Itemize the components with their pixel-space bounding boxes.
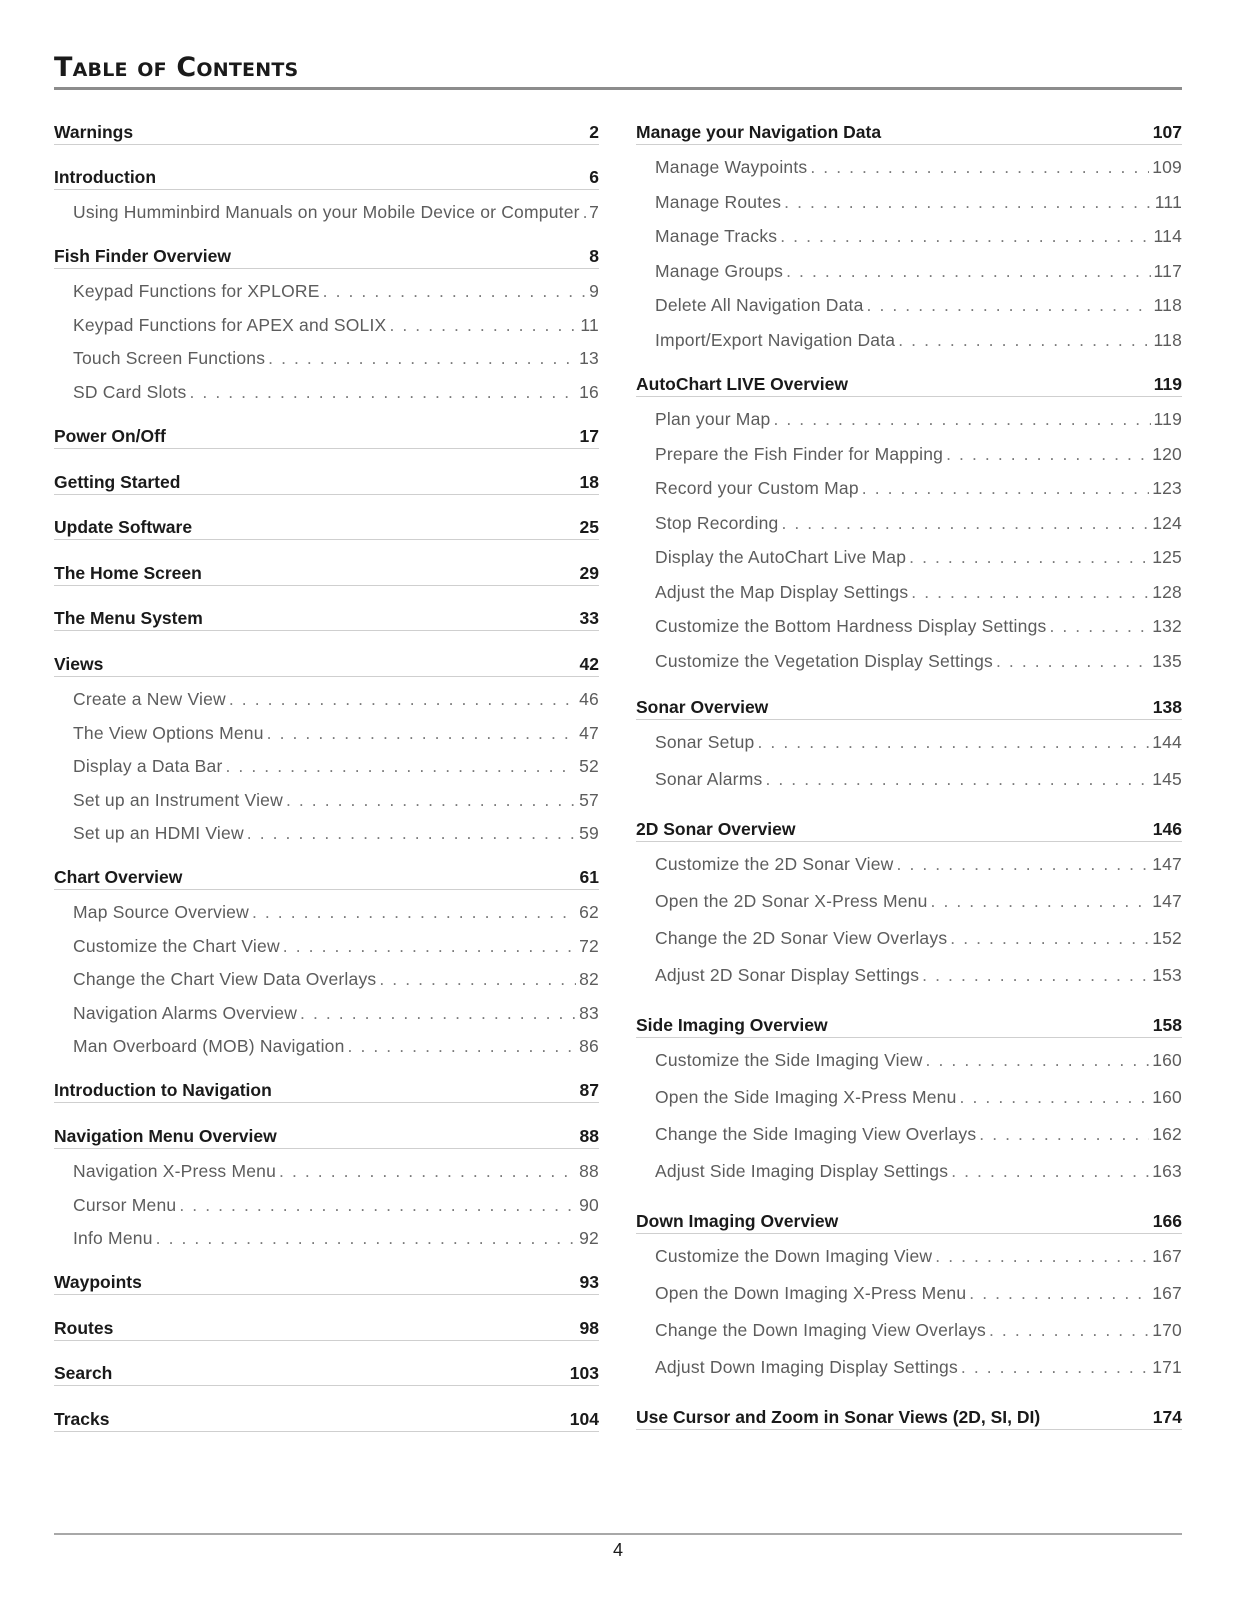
entry-page-number: 57 xyxy=(579,789,599,810)
toc-section-heading[interactable] xyxy=(54,516,599,540)
toc-entry[interactable] xyxy=(54,969,599,1003)
section-page-number: 166 xyxy=(1152,1211,1182,1231)
section-title: Update Software xyxy=(54,517,193,537)
toc-section-heading[interactable] xyxy=(54,471,599,495)
entry-title: Man Overboard (MOB) Navigation xyxy=(73,1036,345,1057)
dot-leader xyxy=(950,928,1149,949)
entry-title: Change the Down Imaging View Overlays xyxy=(655,1320,986,1340)
section-page-number: 107 xyxy=(1152,122,1182,142)
entry-page-number: 92 xyxy=(579,1228,599,1249)
toc-entry[interactable] xyxy=(636,616,1182,651)
dot-leader xyxy=(960,1087,1150,1108)
entry-page-number: 9 xyxy=(589,281,599,301)
toc-entry[interactable] xyxy=(54,823,599,857)
section-page-number: 61 xyxy=(579,867,599,887)
entry-title: Set up an HDMI View xyxy=(73,823,244,844)
entry-page-number: 120 xyxy=(1152,443,1182,464)
toc-section xyxy=(54,471,599,495)
entry-title: Delete All Navigation Data xyxy=(655,295,864,315)
entry-page-number: 83 xyxy=(579,1002,599,1023)
toc-entry[interactable] xyxy=(636,513,1182,548)
toc-entry[interactable] xyxy=(636,1283,1182,1320)
entry-page-number: 144 xyxy=(1152,732,1182,752)
toc-section xyxy=(54,1125,599,1262)
toc-section-heading[interactable] xyxy=(54,1125,599,1149)
toc-entry[interactable] xyxy=(636,769,1182,806)
toc-entry[interactable] xyxy=(636,547,1182,582)
dot-leader xyxy=(226,756,577,777)
toc-entry-list xyxy=(636,1050,1182,1198)
section-title: Use Cursor and Zoom in Sonar Views (2D, SI, DI) xyxy=(636,1407,1041,1427)
dot-leader xyxy=(286,790,576,811)
entry-title: Open the 2D Sonar X-Press Menu xyxy=(655,891,928,911)
section-title: Getting Started xyxy=(54,472,181,492)
dot-leader xyxy=(961,1357,1149,1378)
dot-leader xyxy=(951,1161,1149,1182)
section-title: Sonar Overview xyxy=(636,697,769,717)
entry-title: Record your Custom Map xyxy=(655,478,859,498)
toc-section-heading[interactable] xyxy=(636,1014,1182,1038)
section-title: Waypoints xyxy=(54,1272,142,1292)
entry-title: Sonar Setup xyxy=(655,732,755,752)
entry-page-number: 153 xyxy=(1152,965,1182,985)
section-page-number: 103 xyxy=(569,1363,599,1383)
dot-leader xyxy=(1049,616,1149,637)
section-title: Down Imaging Overview xyxy=(636,1211,839,1231)
dot-leader xyxy=(279,1161,576,1182)
toc-entry[interactable] xyxy=(54,756,599,790)
entry-page-number: 170 xyxy=(1152,1320,1182,1340)
toc-section-heading[interactable] xyxy=(54,166,599,190)
section-title: AutoChart LIVE Overview xyxy=(636,374,848,394)
toc-section-heading[interactable] xyxy=(54,245,599,269)
entry-title: Manage Routes xyxy=(655,191,782,212)
toc-section xyxy=(54,866,599,1070)
entry-title: SD Card Slots xyxy=(73,381,187,402)
entry-title: Manage Groups xyxy=(655,260,784,281)
toc-entry[interactable] xyxy=(636,1087,1182,1124)
entry-page-number: 135 xyxy=(1152,650,1182,671)
entry-title: Display the AutoChart Live Map xyxy=(655,547,907,567)
toc-entry[interactable] xyxy=(636,651,1182,686)
entry-page-number: 118 xyxy=(1153,329,1182,350)
entry-title: Stop Recording xyxy=(655,512,779,533)
section-title: Chart Overview xyxy=(54,867,183,887)
toc-entry[interactable] xyxy=(54,1161,599,1195)
toc-section xyxy=(54,1317,599,1341)
toc-entry-list xyxy=(636,854,1182,1002)
entry-page-number: 109 xyxy=(1152,157,1182,177)
dot-leader xyxy=(323,281,586,302)
section-page-number: 17 xyxy=(579,426,599,446)
dot-leader xyxy=(189,382,576,403)
toc-section-heading[interactable] xyxy=(636,121,1182,145)
entry-title: Change the Chart View Data Overlays xyxy=(73,969,377,990)
toc-entry[interactable] xyxy=(54,1195,599,1229)
entry-page-number: 163 xyxy=(1152,1161,1182,1181)
toc-entry-list xyxy=(636,1246,1182,1394)
dot-leader xyxy=(867,295,1151,316)
entry-page-number: 128 xyxy=(1152,581,1182,602)
entry-page-number: 147 xyxy=(1152,854,1182,874)
entry-title: Customize the 2D Sonar View xyxy=(655,854,894,874)
dot-leader xyxy=(862,478,1149,499)
entry-page-number: 11 xyxy=(580,314,599,335)
entry-page-number: 111 xyxy=(1154,191,1182,212)
section-page-number: 8 xyxy=(589,246,599,266)
entry-title: Customize the Side Imaging View xyxy=(655,1050,923,1070)
entry-page-number: 167 xyxy=(1152,1283,1182,1303)
toc-section-heading[interactable] xyxy=(54,562,599,586)
toc-section xyxy=(54,562,599,586)
dot-leader xyxy=(897,854,1150,875)
entry-page-number: 7 xyxy=(589,202,599,222)
section-page-number: 18 xyxy=(579,472,599,492)
entry-title: Navigation Alarms Overview xyxy=(73,1002,298,1023)
toc-entry-list xyxy=(54,1161,599,1262)
toc-entry[interactable] xyxy=(636,1124,1182,1161)
section-page-number: 87 xyxy=(579,1080,599,1100)
dot-leader xyxy=(784,192,1152,213)
section-page-number: 119 xyxy=(1153,374,1182,394)
dot-leader xyxy=(810,157,1149,178)
toc-section xyxy=(636,696,1182,806)
section-title: Warnings xyxy=(54,122,134,142)
dot-leader xyxy=(935,1246,1149,1267)
toc-entry[interactable] xyxy=(54,315,599,349)
toc-entry[interactable] xyxy=(54,382,599,416)
section-page-number: 42 xyxy=(579,654,599,674)
dot-leader xyxy=(969,1283,1149,1304)
entry-page-number: 114 xyxy=(1153,226,1182,246)
page-number: 4 xyxy=(612,1540,623,1560)
entry-title: Map Source Overview xyxy=(73,902,249,922)
dot-leader xyxy=(758,732,1150,753)
toc-entry-list xyxy=(54,202,599,236)
toc-section-heading[interactable] xyxy=(636,696,1182,720)
entry-page-number: 47 xyxy=(579,722,599,743)
section-page-number: 174 xyxy=(1152,1407,1182,1427)
entry-page-number: 13 xyxy=(579,348,599,369)
toc-entry[interactable] xyxy=(636,1246,1182,1283)
dot-leader xyxy=(780,226,1150,247)
toc-section xyxy=(54,245,599,415)
section-title: Navigation Menu Overview xyxy=(54,1126,277,1146)
toc-section-heading[interactable] xyxy=(636,1406,1182,1430)
entry-title: Manage Waypoints xyxy=(655,157,808,177)
entry-page-number: 59 xyxy=(579,823,599,844)
section-title: Search xyxy=(54,1363,113,1383)
toc-entry[interactable] xyxy=(54,902,599,936)
entry-title: Create a New View xyxy=(73,689,226,709)
toc-entry[interactable] xyxy=(636,157,1182,192)
dot-leader xyxy=(979,1124,1149,1145)
toc-entry[interactable] xyxy=(54,790,599,824)
entry-title: Info Menu xyxy=(73,1228,153,1249)
entry-page-number: 46 xyxy=(579,689,599,709)
dot-leader xyxy=(179,1195,576,1216)
title-divider xyxy=(54,87,1182,90)
entry-page-number: 147 xyxy=(1152,891,1182,911)
toc-entry[interactable] xyxy=(636,330,1182,365)
toc-section-heading[interactable] xyxy=(54,607,599,631)
dot-leader xyxy=(268,348,576,369)
toc-section-heading[interactable] xyxy=(54,1408,599,1432)
toc-entry[interactable] xyxy=(636,854,1182,891)
section-title: Views xyxy=(54,654,104,674)
section-title: Fish Finder Overview xyxy=(54,246,231,266)
toc-entry[interactable] xyxy=(636,261,1182,296)
section-title: Manage your Navigation Data xyxy=(636,122,882,142)
toc-entry[interactable] xyxy=(636,891,1182,928)
entry-page-number: 16 xyxy=(579,381,599,402)
entry-page-number: 160 xyxy=(1152,1050,1182,1070)
toc-entry[interactable] xyxy=(636,1161,1182,1198)
dot-leader xyxy=(926,1050,1150,1071)
toc-section xyxy=(636,1210,1182,1394)
entry-page-number: 52 xyxy=(579,756,599,777)
section-page-number: 2 xyxy=(589,122,599,142)
toc-entry-list xyxy=(636,409,1182,685)
entry-page-number: 125 xyxy=(1152,547,1182,567)
toc-entry[interactable] xyxy=(54,936,599,970)
toc-section xyxy=(54,1271,599,1295)
toc-section-heading[interactable] xyxy=(636,373,1182,397)
dot-leader xyxy=(300,1003,576,1024)
dot-leader xyxy=(583,202,586,223)
section-page-number: 98 xyxy=(579,1318,599,1338)
toc-section-heading[interactable] xyxy=(54,1362,599,1386)
section-title: The Menu System xyxy=(54,608,203,628)
toc-section xyxy=(636,121,1182,364)
entry-title: Display a Data Bar xyxy=(73,756,223,777)
toc-entry[interactable] xyxy=(636,928,1182,965)
dot-leader xyxy=(909,547,1149,568)
entry-title: Using Humminbird Manuals on your Mobile Device or Computer xyxy=(73,202,580,222)
toc-entry[interactable] xyxy=(54,202,599,236)
entry-title: Customize the Down Imaging View xyxy=(655,1246,933,1266)
toc-entry[interactable] xyxy=(636,1320,1182,1357)
section-page-number: 25 xyxy=(579,517,599,537)
toc-section xyxy=(54,1408,599,1432)
section-title: Side Imaging Overview xyxy=(636,1015,828,1035)
toc-section xyxy=(54,607,599,631)
entry-page-number: 123 xyxy=(1152,478,1182,498)
entry-title: Sonar Alarms xyxy=(655,769,763,789)
dot-leader xyxy=(786,261,1150,282)
entry-page-number: 82 xyxy=(579,969,599,990)
section-title: 2D Sonar Overview xyxy=(636,819,796,839)
entry-page-number: 171 xyxy=(1152,1357,1182,1377)
entry-title: Customize the Chart View xyxy=(73,935,280,956)
toc-entry[interactable] xyxy=(636,732,1182,769)
toc-section-heading[interactable] xyxy=(54,653,599,677)
dot-leader xyxy=(765,769,1149,790)
entry-title: Customize the Bottom Hardness Display Settings xyxy=(655,616,1047,636)
entry-title: Open the Down Imaging X-Press Menu xyxy=(655,1283,967,1303)
toc-section-heading[interactable] xyxy=(54,866,599,890)
entry-page-number: 118 xyxy=(1153,295,1182,315)
section-page-number: 29 xyxy=(579,563,599,583)
toc-entry-list xyxy=(54,689,599,857)
dot-leader xyxy=(252,902,576,923)
entry-title: Open the Side Imaging X-Press Menu xyxy=(655,1087,957,1107)
toc-entry[interactable] xyxy=(636,1050,1182,1087)
entry-title: Customize the Vegetation Display Settings xyxy=(655,650,993,671)
toc-section xyxy=(54,425,599,449)
toc-section-heading[interactable] xyxy=(636,1210,1182,1234)
entry-page-number: 132 xyxy=(1152,616,1182,636)
dot-leader xyxy=(156,1228,576,1249)
toc-section xyxy=(54,516,599,540)
entry-title: Touch Screen Functions xyxy=(73,348,266,369)
entry-page-number: 162 xyxy=(1152,1124,1182,1144)
entry-page-number: 90 xyxy=(579,1194,599,1215)
entry-page-number: 72 xyxy=(579,935,599,956)
page-title: Table of Contents xyxy=(54,52,299,83)
toc-section xyxy=(636,373,1182,685)
toc-section xyxy=(54,1079,599,1103)
entry-title: Cursor Menu xyxy=(73,1194,177,1215)
dot-leader xyxy=(283,936,576,957)
section-page-number: 146 xyxy=(1152,819,1182,839)
dot-leader xyxy=(922,965,1149,986)
section-page-number: 93 xyxy=(579,1272,599,1292)
toc-entry[interactable] xyxy=(636,1357,1182,1394)
entry-title: Adjust 2D Sonar Display Settings xyxy=(655,965,920,985)
section-page-number: 104 xyxy=(569,1409,599,1429)
entry-title: The View Options Menu xyxy=(73,722,264,743)
dot-leader xyxy=(911,582,1149,603)
dot-leader xyxy=(946,444,1149,465)
toc-entry[interactable] xyxy=(636,444,1182,479)
toc-entry[interactable] xyxy=(54,1003,599,1037)
toc-section xyxy=(636,818,1182,1002)
toc-section xyxy=(636,1406,1182,1430)
entry-page-number: 86 xyxy=(579,1036,599,1057)
section-page-number: 88 xyxy=(579,1126,599,1146)
dot-leader xyxy=(348,1036,577,1057)
entry-title: Adjust Side Imaging Display Settings xyxy=(655,1161,949,1181)
section-title: Introduction to Navigation xyxy=(54,1080,272,1100)
dot-leader xyxy=(781,513,1149,534)
toc-section-heading[interactable] xyxy=(54,1271,599,1295)
toc-section-heading[interactable] xyxy=(54,1317,599,1341)
toc-entry[interactable] xyxy=(54,348,599,382)
toc-section xyxy=(54,1362,599,1386)
toc-entry[interactable] xyxy=(636,965,1182,1002)
entry-title: Change the 2D Sonar View Overlays xyxy=(655,928,948,948)
section-title: Power On/Off xyxy=(54,426,166,446)
toc-section-heading[interactable] xyxy=(54,1079,599,1103)
dot-leader xyxy=(379,969,576,990)
entry-page-number: 152 xyxy=(1152,928,1182,948)
entry-title: Navigation X-Press Menu xyxy=(73,1161,277,1181)
dot-leader xyxy=(898,330,1150,351)
toc-entry[interactable] xyxy=(636,478,1182,513)
dot-leader xyxy=(989,1320,1149,1341)
entry-title: Manage Tracks xyxy=(655,226,778,246)
toc-entry[interactable] xyxy=(54,1036,599,1070)
dot-leader xyxy=(996,651,1149,672)
entry-page-number: 145 xyxy=(1152,769,1182,789)
section-title: Tracks xyxy=(54,1409,110,1429)
entry-title: Keypad Functions for XPLORE xyxy=(73,281,320,301)
dot-leader xyxy=(267,723,576,744)
toc-section xyxy=(54,653,599,857)
entry-page-number: 124 xyxy=(1152,512,1182,533)
section-title: Routes xyxy=(54,1318,114,1338)
toc-entry[interactable] xyxy=(54,689,599,723)
entry-title: Change the Side Imaging View Overlays xyxy=(655,1124,977,1144)
entry-title: Adjust Down Imaging Display Settings xyxy=(655,1357,958,1377)
entry-title: Plan your Map xyxy=(655,409,771,429)
footer-divider xyxy=(54,1533,1182,1535)
dot-leader xyxy=(773,409,1150,430)
toc-section xyxy=(54,121,599,145)
entry-page-number: 88 xyxy=(579,1161,599,1181)
dot-leader xyxy=(931,891,1150,912)
toc-section xyxy=(54,166,599,236)
toc-entry-list xyxy=(636,732,1182,806)
toc-entry[interactable] xyxy=(54,1228,599,1262)
entry-title: Prepare the Fish Finder for Mapping xyxy=(655,443,944,464)
toc-entry[interactable] xyxy=(636,409,1182,444)
entry-title: Set up an Instrument View xyxy=(73,789,283,810)
dot-leader xyxy=(389,315,577,336)
dot-leader xyxy=(247,823,576,844)
toc-entry-list xyxy=(54,281,599,415)
section-page-number: 158 xyxy=(1152,1015,1182,1035)
dot-leader xyxy=(229,689,576,710)
toc-entry[interactable] xyxy=(636,582,1182,617)
entry-page-number: 160 xyxy=(1152,1087,1182,1107)
entry-page-number: 119 xyxy=(1153,409,1182,429)
entry-title: Import/Export Navigation Data xyxy=(655,329,896,350)
section-page-number: 33 xyxy=(579,608,599,628)
toc-entry-list xyxy=(54,902,599,1070)
toc-entry[interactable] xyxy=(54,723,599,757)
toc-entry[interactable] xyxy=(636,192,1182,227)
toc-entry[interactable] xyxy=(54,281,599,315)
entry-title: Adjust the Map Display Settings xyxy=(655,581,909,602)
entry-page-number: 62 xyxy=(579,902,599,922)
toc-section xyxy=(636,1014,1182,1198)
section-page-number: 138 xyxy=(1152,697,1182,717)
entry-title: Keypad Functions for APEX and SOLIX xyxy=(73,314,387,335)
section-page-number: 6 xyxy=(589,167,599,187)
section-title: The Home Screen xyxy=(54,563,202,583)
toc-entry[interactable] xyxy=(636,295,1182,330)
section-title: Introduction xyxy=(54,167,157,187)
toc-section-heading[interactable] xyxy=(54,121,599,145)
toc-section-heading[interactable] xyxy=(636,818,1182,842)
toc-section-heading[interactable] xyxy=(54,425,599,449)
toc-entry[interactable] xyxy=(636,226,1182,261)
entry-page-number: 117 xyxy=(1153,260,1182,281)
toc-entry-list xyxy=(636,157,1182,364)
entry-page-number: 167 xyxy=(1152,1246,1182,1266)
